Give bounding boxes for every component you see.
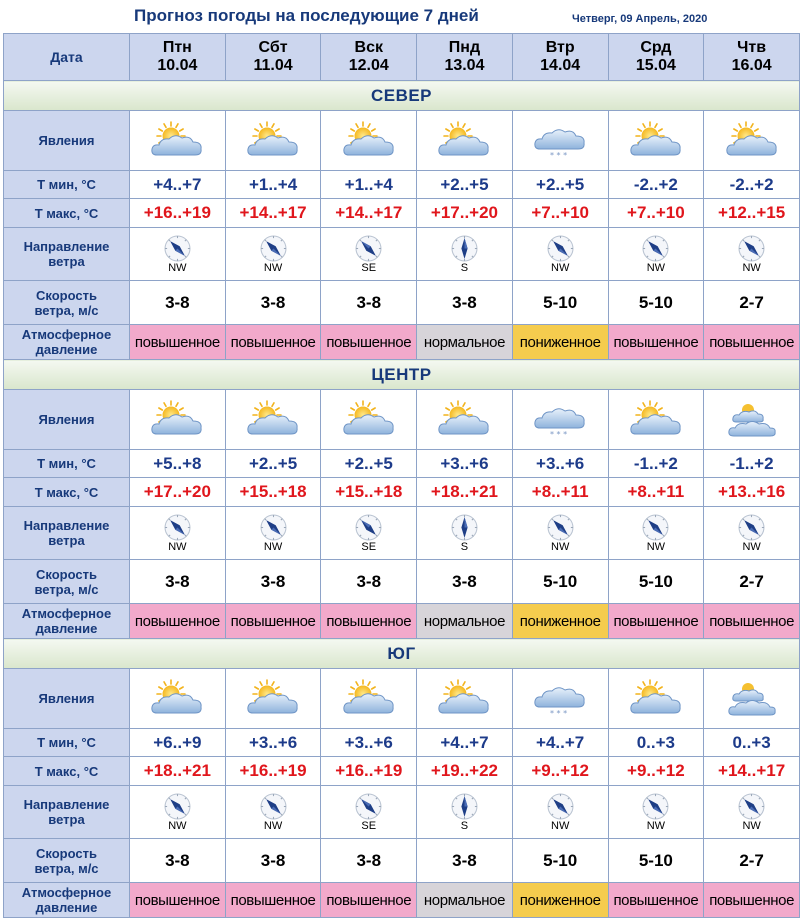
pressure-row [4, 325, 800, 360]
tmin-value: +5..+8 [130, 450, 226, 478]
tmin-value: +1..+4 [225, 171, 321, 199]
wind-speed-value: 2-7 [704, 839, 800, 883]
wind-direction-value: S [460, 819, 469, 832]
pressure-value: повышенное [704, 604, 800, 639]
wind-direction-cell [608, 228, 704, 281]
tmin-value: +3..+6 [417, 450, 513, 478]
wind-direction-cell [608, 507, 704, 560]
tmin-value: 0..+3 [608, 729, 704, 757]
wind-direction-value: NW [263, 819, 283, 832]
wind-direction-value: NW [168, 540, 187, 553]
day-date: 13.04 [444, 57, 485, 74]
wind-direction-value: SE [361, 819, 377, 832]
wind-speed-value: 5-10 [512, 839, 608, 883]
compass-icon [321, 793, 416, 820]
wind-direction-value: NW [168, 261, 187, 274]
wind-direction-cell [417, 507, 513, 560]
wind-direction-value: NW [551, 819, 570, 832]
tmin-value: +4..+7 [512, 729, 608, 757]
label-line: Скорость [36, 287, 97, 303]
compass-icon [417, 793, 512, 820]
wind-speed-value: 5-10 [608, 560, 704, 604]
phenomena-row [4, 390, 800, 450]
compass-icon [226, 514, 321, 541]
tmin-value: +4..+7 [417, 729, 513, 757]
day-date: 15.04 [635, 57, 676, 74]
clouds-icon [704, 390, 800, 450]
tmin-value: +1..+4 [321, 171, 417, 199]
wind-direction-row [4, 507, 800, 560]
compass-icon [417, 514, 512, 541]
tmin-row [4, 729, 800, 757]
day-date: 16.04 [731, 57, 772, 74]
wind_speed-label [4, 281, 130, 325]
tmin-label: Т мин, °С [4, 171, 130, 199]
compass-icon [226, 793, 321, 820]
tmax-value: +15..+18 [321, 478, 417, 507]
pressure-value: повышенное [130, 883, 226, 918]
label-line: Атмосферное [21, 885, 112, 900]
region-name: ЮГ [4, 639, 800, 669]
tmax-row [4, 199, 800, 228]
tmax-value: +8..+11 [608, 478, 704, 507]
wind-speed-value: 3-8 [417, 281, 513, 325]
current-date: Четверг, 09 Апрель, 2020 [572, 13, 708, 25]
day-header [608, 34, 704, 81]
pressure-value: нормальное [417, 325, 513, 360]
pressure-row [4, 604, 800, 639]
tmax-value: +9..+12 [512, 757, 608, 786]
sun-cloud-icon [225, 669, 321, 729]
wind-direction-cell [512, 786, 608, 839]
tmin-value: -2..+2 [704, 171, 800, 199]
day-date: 11.04 [253, 57, 293, 74]
tmax-label: Т макс, °С [4, 199, 130, 228]
tmin-label: Т мин, °С [4, 729, 130, 757]
wind_speed-label [4, 839, 130, 883]
wind-speed-value: 3-8 [417, 839, 513, 883]
wind-direction-cell [130, 228, 226, 281]
compass-icon [130, 235, 225, 262]
tmax-row [4, 478, 800, 507]
wind-direction-value: S [460, 261, 469, 274]
tmin-row [4, 171, 800, 199]
compass-icon [513, 793, 608, 820]
wind-speed-row [4, 281, 800, 325]
page-header [0, 0, 800, 33]
region-name: ЦЕНТР [4, 360, 800, 390]
tmin-value: -2..+2 [608, 171, 704, 199]
compass-icon [704, 514, 799, 541]
pressure-value: повышенное [225, 883, 321, 918]
pressure-value: пониженное [512, 325, 608, 360]
svg-text:* * *: * * * [550, 150, 568, 160]
wind-direction-cell [417, 228, 513, 281]
sun-cloud-icon [130, 111, 226, 171]
tmax-value: +16..+19 [321, 757, 417, 786]
tmin-value: +2..+5 [225, 450, 321, 478]
tmin-value: +3..+6 [225, 729, 321, 757]
day-header [225, 34, 321, 81]
wind-direction-row [4, 786, 800, 839]
region-row [4, 81, 800, 111]
day-name: Пнд [448, 39, 481, 56]
phenomena-row [4, 111, 800, 171]
tmax-value: +7..+10 [608, 199, 704, 228]
wind-direction-row [4, 228, 800, 281]
sun-cloud-icon [225, 390, 321, 450]
label-line: Атмосферное [21, 606, 112, 621]
sun-cloud-icon [417, 111, 513, 171]
tmax-label: Т макс, °С [4, 478, 130, 507]
pressure-label [4, 883, 130, 918]
wind-direction-cell [321, 786, 417, 839]
compass-icon [321, 235, 416, 262]
wind-speed-value: 3-8 [130, 839, 226, 883]
day-header [130, 34, 226, 81]
compass-icon [704, 235, 799, 262]
snow-cloud-icon [512, 669, 608, 729]
day-name: Чтв [737, 39, 767, 56]
sun-cloud-icon [608, 111, 704, 171]
tmin-value: +2..+5 [512, 171, 608, 199]
wind-speed-value: 5-10 [512, 281, 608, 325]
compass-icon [609, 235, 704, 262]
phen-label: Явления [4, 390, 130, 450]
wind-direction-cell [225, 507, 321, 560]
pressure-value: нормальное [417, 883, 513, 918]
wind-speed-value: 3-8 [225, 560, 321, 604]
region-row [4, 360, 800, 390]
tmax-label: Т макс, °С [4, 757, 130, 786]
wind-speed-value: 5-10 [608, 281, 704, 325]
day-date: 12.04 [348, 57, 389, 74]
wind-direction-cell [321, 228, 417, 281]
compass-icon [609, 514, 704, 541]
compass-icon [513, 514, 608, 541]
wind-direction-value: NW [646, 819, 666, 832]
clouds-icon [704, 669, 800, 729]
wind-direction-value: SE [361, 261, 377, 274]
wind-direction-cell [704, 507, 800, 560]
phen-label: Явления [4, 669, 130, 729]
wind_dir-label [4, 228, 130, 281]
sun-cloud-icon [130, 669, 226, 729]
sun-cloud-icon [130, 390, 226, 450]
tmax-value: +14..+17 [225, 199, 321, 228]
wind-direction-cell [225, 786, 321, 839]
label-line: ветра [48, 254, 85, 269]
compass-icon [321, 514, 416, 541]
sun-cloud-icon [225, 111, 321, 171]
compass-icon [513, 235, 608, 262]
day-name: Втр [545, 39, 575, 56]
pressure-value: повышенное [130, 604, 226, 639]
wind-direction-value: NW [646, 540, 666, 553]
label-line: ветра, м/с [34, 581, 99, 597]
wind-direction-cell [417, 786, 513, 839]
sun-cloud-icon [321, 111, 417, 171]
wind-direction-value: NW [263, 261, 283, 274]
page-title: Прогноз погоды на последующие 7 дней [134, 6, 479, 25]
sun-cloud-icon [608, 390, 704, 450]
tmax-value: +15..+18 [225, 478, 321, 507]
wind-speed-value: 2-7 [704, 560, 800, 604]
pressure-value: повышенное [704, 325, 800, 360]
tmin-value: 0..+3 [704, 729, 800, 757]
wind-direction-value: SE [361, 540, 377, 553]
region-name: СЕВЕР [4, 81, 800, 111]
label-line: давление [35, 900, 98, 915]
wind-direction-value: NW [742, 540, 761, 553]
label-line: ветра, м/с [34, 860, 99, 876]
label-line: Скорость [36, 566, 97, 582]
tmax-value: +16..+19 [130, 199, 226, 228]
label-line: ветра, м/с [34, 302, 99, 318]
day-header [321, 34, 417, 81]
tmin-label: Т мин, °С [4, 450, 130, 478]
wind-direction-value: NW [742, 819, 761, 832]
wind-speed-value: 5-10 [512, 560, 608, 604]
tmin-value: +3..+6 [321, 729, 417, 757]
day-header [417, 34, 513, 81]
wind-direction-value: S [460, 540, 469, 553]
pressure-value: повышенное [608, 604, 704, 639]
tmin-row [4, 450, 800, 478]
tmax-value: +13..+16 [704, 478, 800, 507]
wind-speed-value: 2-7 [704, 281, 800, 325]
wind-speed-value: 3-8 [321, 560, 417, 604]
day-name: Срд [640, 39, 672, 56]
svg-text:* * *: * * * [550, 708, 568, 718]
tmax-value: +14..+17 [704, 757, 800, 786]
compass-icon [417, 235, 512, 262]
wind-direction-value: NW [646, 261, 666, 274]
tmin-value: +6..+9 [130, 729, 226, 757]
tmax-value: +9..+12 [608, 757, 704, 786]
sun-cloud-icon [417, 669, 513, 729]
compass-icon [226, 235, 321, 262]
pressure-label [4, 325, 130, 360]
snow-cloud-icon [512, 111, 608, 171]
tmax-row [4, 757, 800, 786]
wind-speed-row [4, 560, 800, 604]
tmax-value: +19..+22 [417, 757, 513, 786]
wind-direction-cell [512, 228, 608, 281]
wind_dir-label [4, 507, 130, 560]
sun-cloud-icon [321, 390, 417, 450]
wind-direction-value: NW [551, 261, 570, 274]
pressure-row [4, 883, 800, 918]
wind-direction-cell [130, 786, 226, 839]
tmax-value: +17..+20 [130, 478, 226, 507]
days-header-row [4, 34, 800, 81]
tmin-value: -1..+2 [704, 450, 800, 478]
wind-speed-value: 3-8 [130, 281, 226, 325]
tmax-value: +14..+17 [321, 199, 417, 228]
wind-direction-cell [704, 228, 800, 281]
pressure-value: повышенное [321, 883, 417, 918]
label-line: Атмосферное [21, 327, 112, 342]
forecast-table [3, 33, 800, 918]
label-line: Скорость [36, 845, 97, 861]
label-line: давление [35, 621, 98, 636]
phenomena-row [4, 669, 800, 729]
pressure-value: повышенное [321, 604, 417, 639]
phen-label: Явления [4, 111, 130, 171]
wind-direction-cell [321, 507, 417, 560]
tmax-value: +18..+21 [417, 478, 513, 507]
wind-speed-value: 3-8 [130, 560, 226, 604]
compass-icon [609, 793, 704, 820]
wind-direction-cell [512, 507, 608, 560]
tmax-value: +12..+15 [704, 199, 800, 228]
wind-speed-value: 5-10 [608, 839, 704, 883]
wind-direction-value: NW [263, 540, 283, 553]
tmax-value: +8..+11 [512, 478, 608, 507]
label-line: ветра [48, 533, 85, 548]
tmax-value: +18..+21 [130, 757, 226, 786]
tmax-value: +17..+20 [417, 199, 513, 228]
day-name: Сбт [258, 39, 288, 56]
pressure-value: повышенное [321, 325, 417, 360]
pressure-value: повышенное [130, 325, 226, 360]
pressure-value: пониженное [512, 883, 608, 918]
tmin-value: +3..+6 [512, 450, 608, 478]
wind-speed-value: 3-8 [225, 281, 321, 325]
pressure-value: пониженное [512, 604, 608, 639]
region-row [4, 639, 800, 669]
compass-icon [130, 514, 225, 541]
pressure-value: нормальное [417, 604, 513, 639]
wind-direction-cell [130, 507, 226, 560]
tmin-value: +4..+7 [130, 171, 226, 199]
wind_speed-label [4, 560, 130, 604]
wind-speed-row [4, 839, 800, 883]
pressure-value: повышенное [608, 883, 704, 918]
wind-speed-value: 3-8 [417, 560, 513, 604]
wind-direction-value: NW [168, 819, 187, 832]
tmax-value: +16..+19 [225, 757, 321, 786]
label-line: давление [35, 342, 98, 357]
pressure-value: повышенное [225, 604, 321, 639]
wind-direction-cell [704, 786, 800, 839]
label-line: Направление [23, 797, 110, 812]
pressure-label [4, 604, 130, 639]
pressure-value: повышенное [608, 325, 704, 360]
tmax-value: +7..+10 [512, 199, 608, 228]
day-date: 14.04 [540, 57, 581, 74]
tmin-value: -1..+2 [608, 450, 704, 478]
sun-cloud-icon [321, 669, 417, 729]
compass-icon [130, 793, 225, 820]
wind_dir-label [4, 786, 130, 839]
wind-speed-value: 3-8 [225, 839, 321, 883]
wind-direction-value: NW [742, 261, 761, 274]
wind-direction-cell [608, 786, 704, 839]
wind-direction-cell [225, 228, 321, 281]
label-line: Направление [23, 239, 110, 254]
label-line: ветра [48, 812, 85, 827]
day-name: Вск [354, 39, 383, 56]
label-line: Направление [23, 518, 110, 533]
wind-direction-value: NW [551, 540, 570, 553]
day-header [704, 34, 800, 81]
tmin-value: +2..+5 [417, 171, 513, 199]
snow-cloud-icon [512, 390, 608, 450]
pressure-value: повышенное [704, 883, 800, 918]
sun-cloud-icon [704, 111, 800, 171]
sun-cloud-icon [608, 669, 704, 729]
day-name: Птн [162, 39, 192, 56]
pressure-value: повышенное [225, 325, 321, 360]
date-header: Дата [4, 34, 130, 81]
wind-speed-value: 3-8 [321, 839, 417, 883]
wind-speed-value: 3-8 [321, 281, 417, 325]
day-date: 10.04 [157, 57, 198, 74]
tmin-value: +2..+5 [321, 450, 417, 478]
svg-text:* * *: * * * [550, 429, 568, 439]
day-header [512, 34, 608, 81]
compass-icon [704, 793, 799, 820]
sun-cloud-icon [417, 390, 513, 450]
